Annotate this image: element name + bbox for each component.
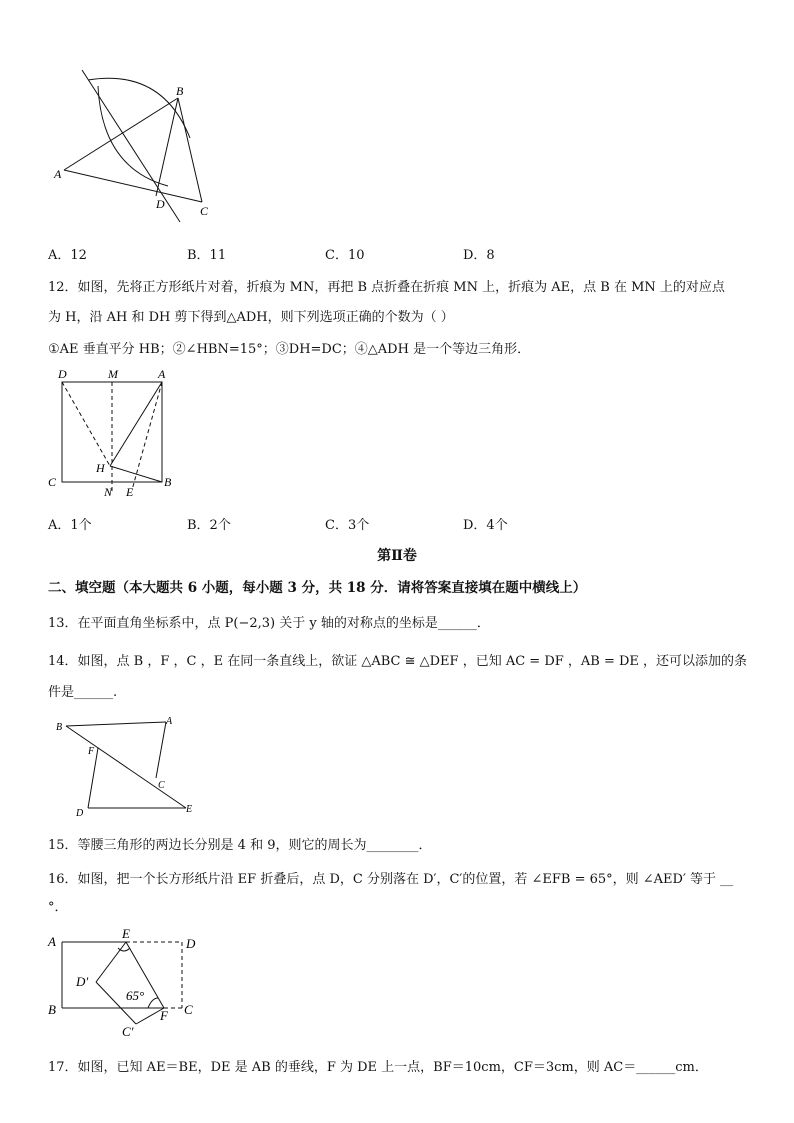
bisector-line — [82, 70, 180, 222]
label-c: C — [158, 780, 165, 791]
q12-option-b: B．2个 — [187, 518, 231, 533]
q12-option-d: D．4个 — [463, 518, 508, 533]
q12-option-a: A．1个 — [48, 518, 92, 533]
q11-option-d: D．8 — [463, 248, 495, 263]
arc-lower — [98, 86, 168, 186]
q17-text: 17．如图，已知 AE＝BE，DE 是 AB 的垂线，F 为 DE 上一点，BF＝10cm，CF＝3cm，则 AC＝______cm． — [48, 1060, 708, 1075]
q11-option-a: A．12 — [48, 248, 87, 263]
label-d: D — [186, 936, 196, 951]
cut-line-dh — [62, 382, 110, 466]
label-b: B — [56, 722, 63, 733]
segment-be — [66, 726, 186, 808]
label-c-prime: C′ — [122, 1024, 134, 1039]
label-m: M — [108, 367, 118, 381]
q12-option-c: C．3个 — [325, 518, 370, 533]
figure-q14 — [52, 712, 202, 822]
label-c: C — [48, 475, 57, 489]
section-2-title: 二、填空题（本大题共 6 小题，每小题 3 分，共 18 分．请将答案直接填在题中横线上） — [48, 580, 587, 596]
label-b: B — [176, 84, 184, 98]
q12-line-2: 为 H，沿 AH 和 DH 剪下得到△ADH，则下列选项正确的个数为（ ） — [48, 310, 454, 325]
label-d: D — [76, 808, 84, 819]
label-a: A — [48, 934, 56, 949]
q13-text: 13．在平面直角坐标系中，点 P(−2,3) 关于 y 轴的对称点的坐标是______． — [48, 616, 490, 631]
figure-q12 — [44, 362, 184, 504]
q11-option-c: C．10 — [325, 248, 365, 263]
label-f: F — [88, 746, 95, 757]
arc-upper — [88, 78, 190, 138]
label-h: H — [96, 461, 105, 475]
segment-hb — [110, 466, 162, 482]
segment-ac — [64, 170, 202, 202]
label-e: E — [126, 485, 134, 499]
label-c: C — [184, 1002, 193, 1017]
label-65-degrees: 65° — [126, 988, 145, 1003]
label-b: B — [48, 1002, 56, 1017]
label-a: A — [158, 367, 166, 381]
part-2-title: 第Ⅱ卷 — [377, 548, 417, 564]
label-c: C — [200, 204, 209, 218]
q14-line-1: 14．如图，点 B ，F ，C ，E 在同一条直线上，欲证 △ABC ≅ △DEF ，已知 AC = DF ，AB = DE ，还可以添加的条 — [48, 654, 748, 669]
edge-ed-prime — [96, 942, 126, 982]
label-d: D — [58, 367, 67, 381]
label-b: B — [164, 475, 172, 489]
figure-q11 — [50, 58, 230, 228]
segment-bd — [156, 98, 178, 196]
segment-bc — [178, 98, 202, 202]
label-n: N — [104, 485, 113, 499]
segment-fd — [88, 748, 98, 808]
q11-option-b: B．11 — [187, 248, 227, 263]
label-d: D — [156, 197, 165, 211]
label-a: A — [54, 167, 62, 181]
q16-line-2: °． — [48, 900, 68, 915]
angle-mark-f — [148, 998, 158, 1008]
figure-q16 — [44, 926, 214, 1040]
q12-line-3: ①AE 垂直平分 HB；②∠HBN=15°；③DH=DC；④△ADH 是一个等边三角形． — [48, 342, 531, 357]
segment-ba — [66, 722, 166, 726]
segment-ac — [156, 722, 166, 778]
q16-line-1: 16．如图，把一个长方形纸片沿 EF 折叠后，点 D，C 分别落在 D′，C′的位置，若 ∠EFB = 65°，则 ∠AED′ 等于 __ — [48, 872, 734, 887]
q15-text: 15．等腰三角形的两边长分别是 4 和 9，则它的周长为________． — [48, 838, 432, 853]
q12-line-1: 12．如图，先将正方形纸片对着，折痕为 MN，再把 B 点折叠在折痕 MN 上，折痕为 AE，点 B 在 MN 上的对应点 — [48, 280, 725, 295]
label-e: E — [186, 804, 193, 815]
segment-ah — [110, 382, 162, 466]
label-d-prime: D′ — [76, 974, 89, 989]
segment-ab — [64, 98, 178, 170]
q14-line-2: 件是______. — [48, 685, 118, 700]
label-a: A — [166, 716, 173, 727]
label-e: E — [122, 926, 130, 941]
label-f: F — [160, 1008, 168, 1023]
